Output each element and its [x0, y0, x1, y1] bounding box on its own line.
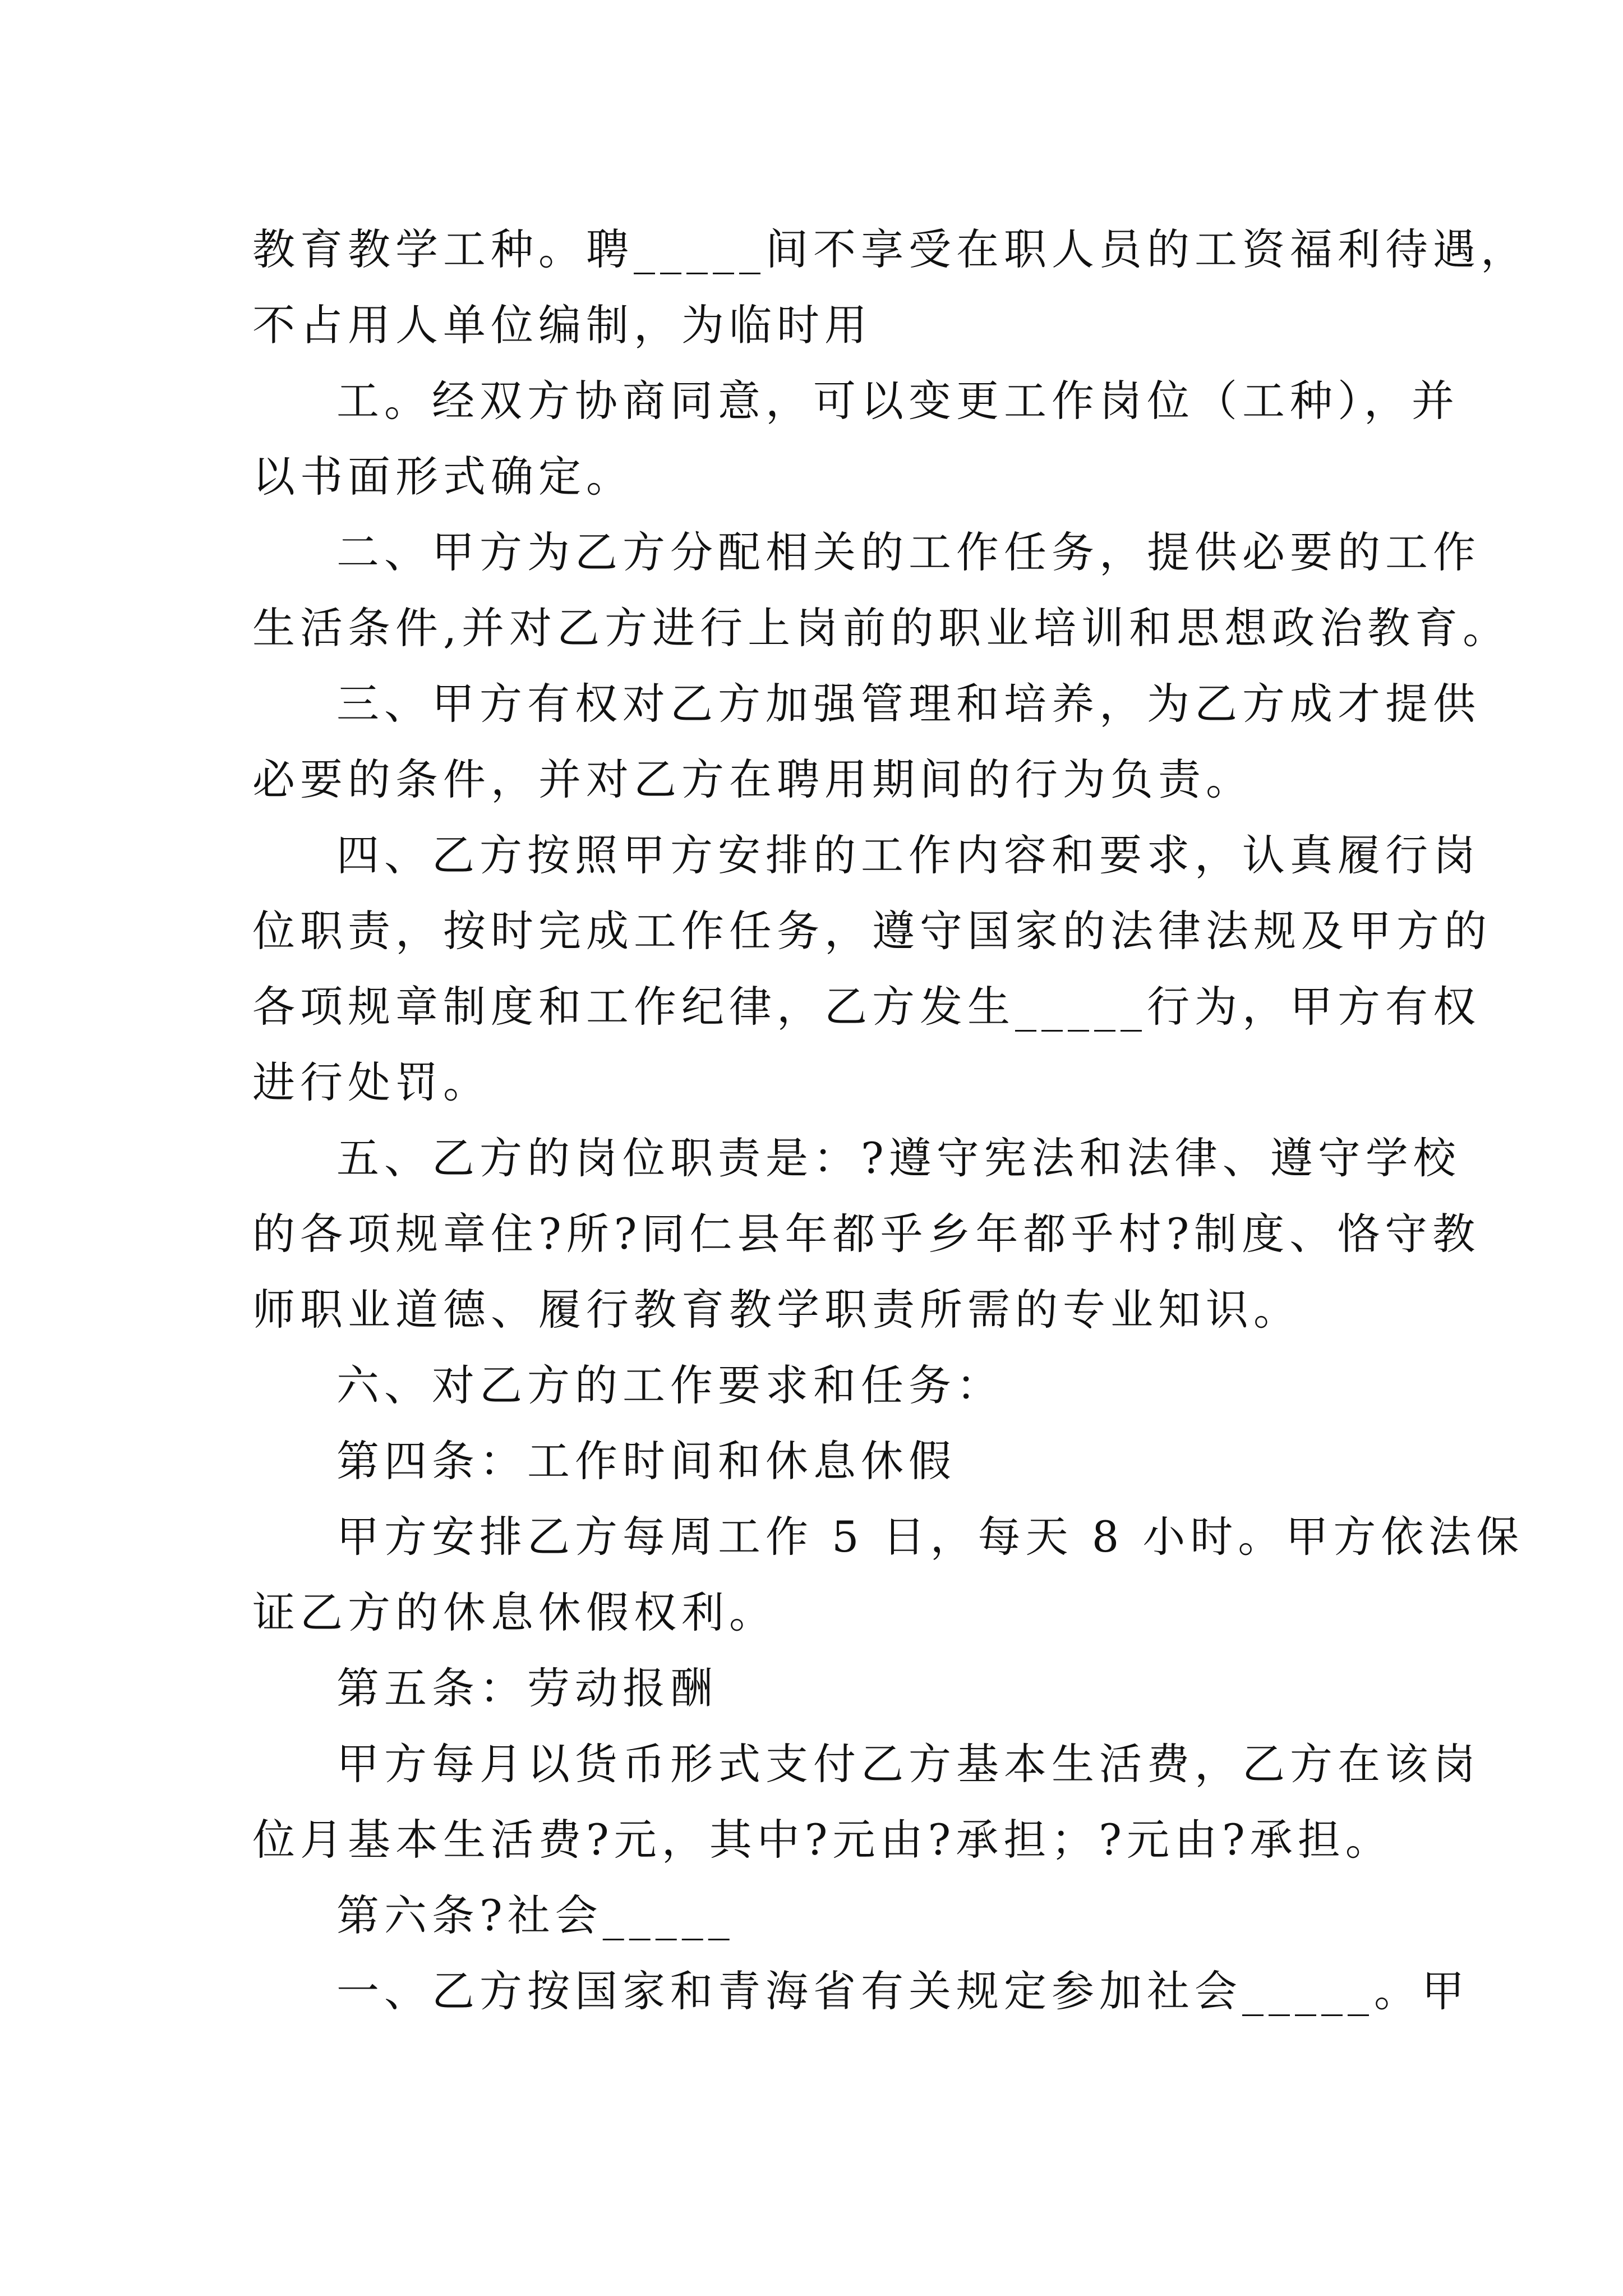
- text-line: 师职业道德、履行教育教学职责所需的专业知识。: [252, 1285, 1301, 1335]
- text-line: 必要的条件，并对乙方在聘用期间的行为负责。: [252, 754, 1253, 804]
- text-line: 第五条：劳动报酬: [336, 1663, 718, 1713]
- text-line: 不占用人单位编制，为临时用: [252, 300, 872, 350]
- text-line: 三、甲方有权对乙方加强管理和培养，为乙方成才提供: [336, 679, 1481, 729]
- text-line: 四、乙方按照甲方安排的工作内容和要求，认真履行岗: [336, 830, 1481, 880]
- text-line: 教育教学工种。聘_____间不享受在职人员的工资福利待遇，: [252, 224, 1528, 274]
- text-line: 六、对乙方的工作要求和任务：: [336, 1360, 1004, 1410]
- text-line: 甲方每月以货币形式支付乙方基本生活费，乙方在该岗: [336, 1739, 1481, 1789]
- text-line: 第四条：工作时间和休息休假: [336, 1436, 956, 1486]
- text-line: 的各项规章住?所?同仁县年都乎乡年都乎村?制度、恪守教: [252, 1209, 1481, 1259]
- text-line: 生活条件,并对乙方进行上岗前的职业培训和思想政治教育。: [252, 603, 1511, 653]
- text-line: 第六条?社会_____: [336, 1890, 735, 1940]
- text-line: 二、甲方为乙方分配相关的工作任务，提供必要的工作: [336, 527, 1481, 577]
- text-line: 位职责，按时完成工作任务，遵守国家的法律法规及甲方的: [252, 906, 1492, 956]
- text-line: 工。经双方协商同意，可以变更工作岗位（工种），并: [336, 376, 1459, 426]
- text-line: 各项规章制度和工作纪律，乙方发生_____行为，甲方有权: [252, 982, 1481, 1032]
- text-line: 证乙方的休息休假权利。: [252, 1588, 777, 1637]
- text-line: 以书面形式确定。: [252, 452, 634, 501]
- text-line: 一、乙方按国家和青海省有关规定参加社会_____。甲: [336, 1966, 1469, 2016]
- text-line: 位月基本生活费?元，其中?元由?承担；?元由?承担。: [252, 1815, 1393, 1865]
- text-line: 五、乙方的岗位职责是：?遵守宪法和法律、遵守学校: [336, 1133, 1461, 1183]
- text-line: 进行处罚。: [252, 1057, 491, 1107]
- text-line: 甲方安排乙方每周工作 5 日，每天 8 小时。甲方依法保: [336, 1512, 1524, 1562]
